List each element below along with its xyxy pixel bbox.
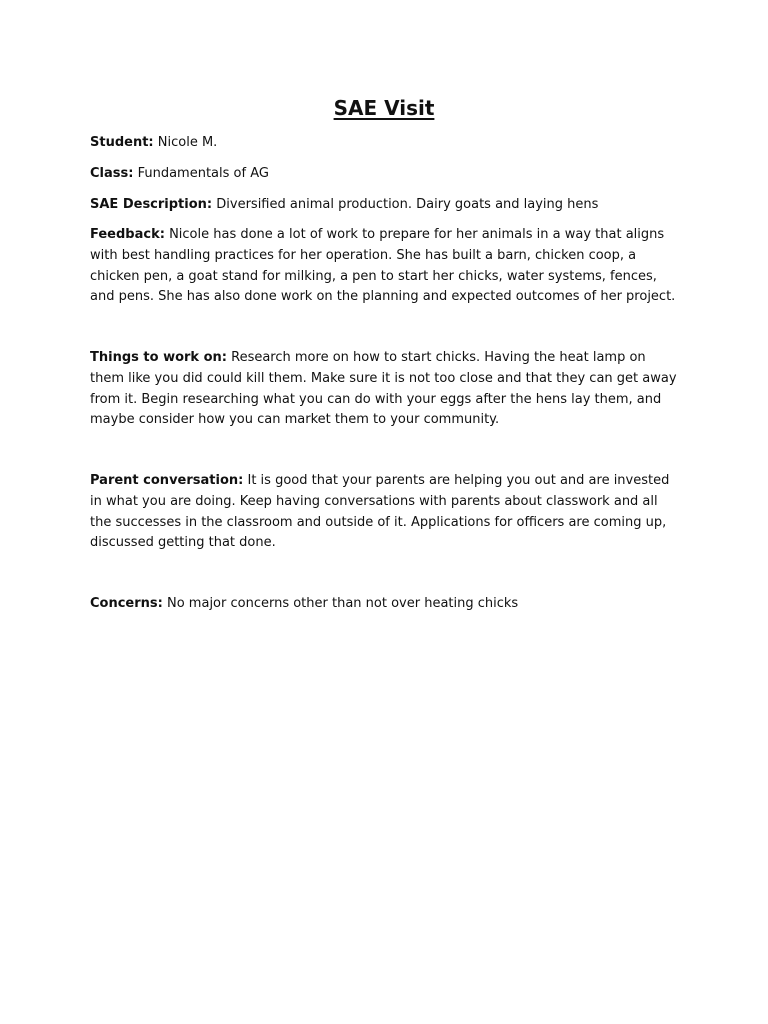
- field-concerns-label: Concerns:: [90, 596, 163, 611]
- field-student-value: Nicole M.: [157, 135, 218, 150]
- field-concerns: [90, 594, 680, 615]
- field-class-value: Fundamentals of AG: [137, 166, 269, 181]
- field-class-label: Class:: [90, 166, 134, 181]
- document-title-text: SAE Visit: [333, 96, 435, 120]
- field-feedback-value: Nicole has done a lot of work to prepare for her animals in a way that aligns with best handling practices for her operation. She has built a barn, chicken coop, a chicken pen, a goat stand for milking, a pen to start her chicks, water systems, fences, and pens. She has also done work on the planning and expected outcomes of her project.: [90, 227, 676, 305]
- field-sae-description: [90, 195, 680, 216]
- field-parent-conversation: [90, 471, 680, 554]
- field-feedback: [90, 225, 680, 308]
- field-student-label: Student:: [90, 135, 154, 150]
- field-student: [90, 133, 680, 154]
- field-things-to-work-on: [90, 348, 680, 431]
- field-sae-description-value: Diversified animal production. Dairy goats and laying hens: [216, 197, 599, 212]
- document-title: [0, 95, 768, 121]
- field-things-to-work-on-value: Research more on how to start chicks. Having the heat lamp on them like you did could kill them. Make sure it is not too close and that they can get away from it. Begin researching what you can do with your eggs after the hens lay them, and maybe consider how you can market them to your community.: [90, 350, 677, 428]
- field-feedback-label: Feedback:: [90, 227, 165, 242]
- field-class: [90, 164, 680, 185]
- field-sae-description-label: SAE Description:: [90, 197, 213, 212]
- field-things-to-work-on-label: Things to work on:: [90, 350, 227, 365]
- field-parent-conversation-value: It is good that your parents are helping you out and are invested in what you are doing. Keep having conversations with parents about classwork and all the successes in the classroom and outside of it. Applications for officers are coming up, discussed getting that done.: [90, 473, 670, 551]
- field-parent-conversation-label: Parent conversation:: [90, 473, 244, 488]
- field-concerns-value: No major concerns other than not over heating chicks: [167, 596, 519, 611]
